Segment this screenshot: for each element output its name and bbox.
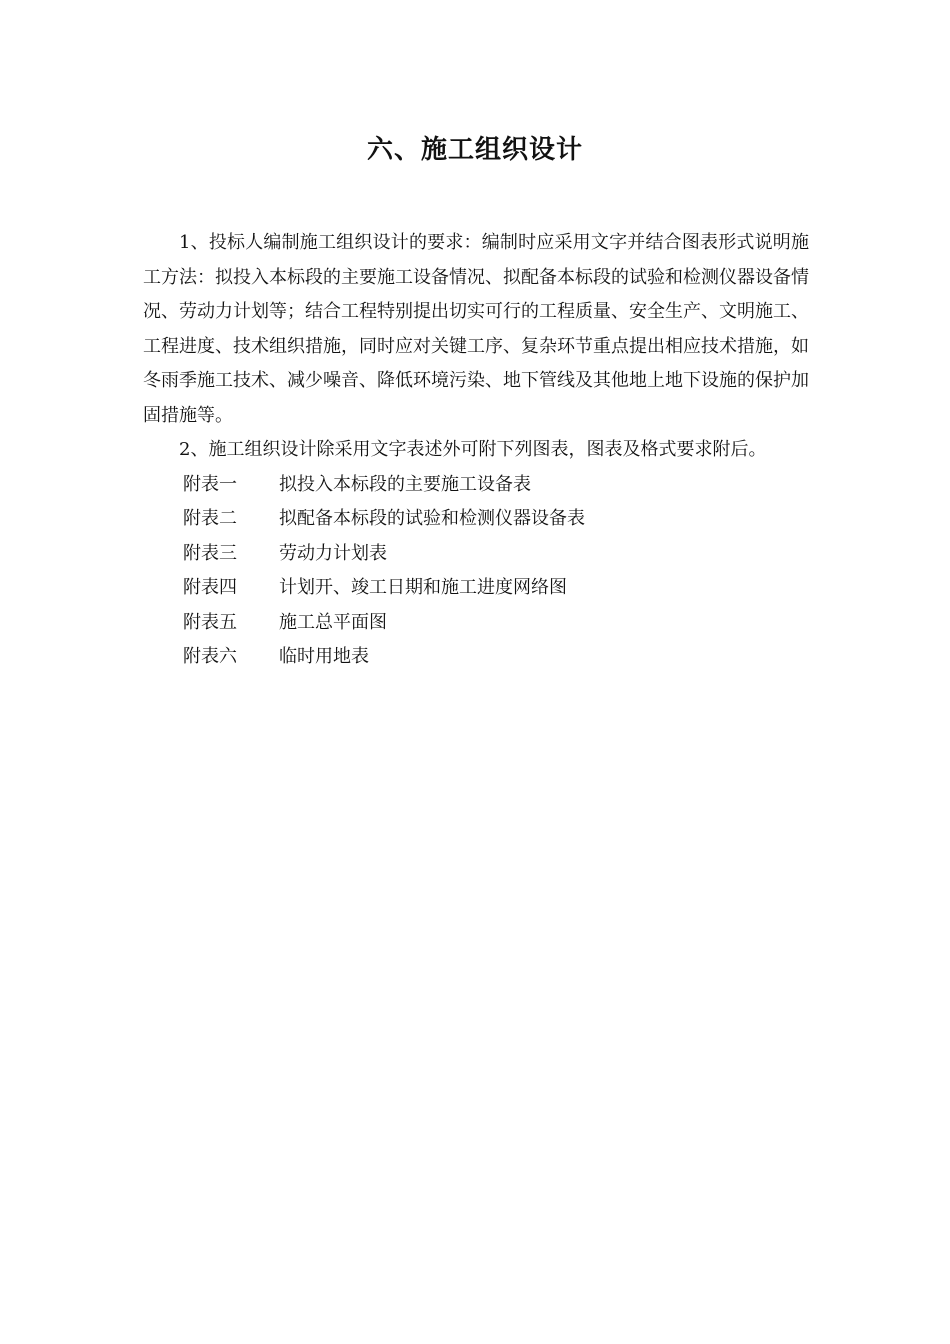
appendix-title: 拟投入本标段的主要施工设备表 <box>279 473 531 495</box>
appendix-label: 附表二 <box>183 508 237 529</box>
appendix-item <box>183 640 809 675</box>
document-body <box>143 226 809 675</box>
appendix-item <box>183 537 809 572</box>
appendix-label: 附表三 <box>183 542 237 564</box>
paragraph-requirements: 1、投标人编制施工组织设计的要求：编制时应采用文字并结合图表形式说明施工方法：拟投入本标段的主要施工设备情况、拟配备本标段的试验和检测仪器设备情况、劳动力计划等；结合工程特别提出切实可行的工程质量、安全生产、文明施工、工程进度、技术组织措施，同时应对关键工序、复杂环节重点提出相应技术措施，如冬雨季施工技术、减少噪音、降低环境污染、地下管线及其他地上地下设施的保护加固措施等。 <box>143 232 809 426</box>
appendix-title: 临时用地表 <box>279 646 369 667</box>
appendix-item <box>183 606 809 641</box>
appendix-label: 附表一 <box>183 473 237 495</box>
appendix-title: 施工总平面图 <box>279 611 387 633</box>
appendix-title: 拟配备本标段的试验和检测仪器设备表 <box>279 508 585 529</box>
appendix-label: 附表五 <box>183 611 237 633</box>
appendix-item <box>183 468 809 503</box>
appendix-item <box>183 502 809 537</box>
page-title: 六、施工组织设计 <box>366 135 583 165</box>
appendix-label: 附表四 <box>183 577 237 598</box>
appendix-item <box>183 571 809 606</box>
paragraph-attachments: 2、施工组织设计除采用文字表述外可附下列图表，图表及格式要求附后。 <box>179 439 767 460</box>
appendix-list <box>143 468 809 675</box>
appendix-label: 附表六 <box>183 646 237 667</box>
appendix-title: 计划开、竣工日期和施工进度网络图 <box>279 577 567 598</box>
appendix-title: 劳动力计划表 <box>279 542 387 564</box>
